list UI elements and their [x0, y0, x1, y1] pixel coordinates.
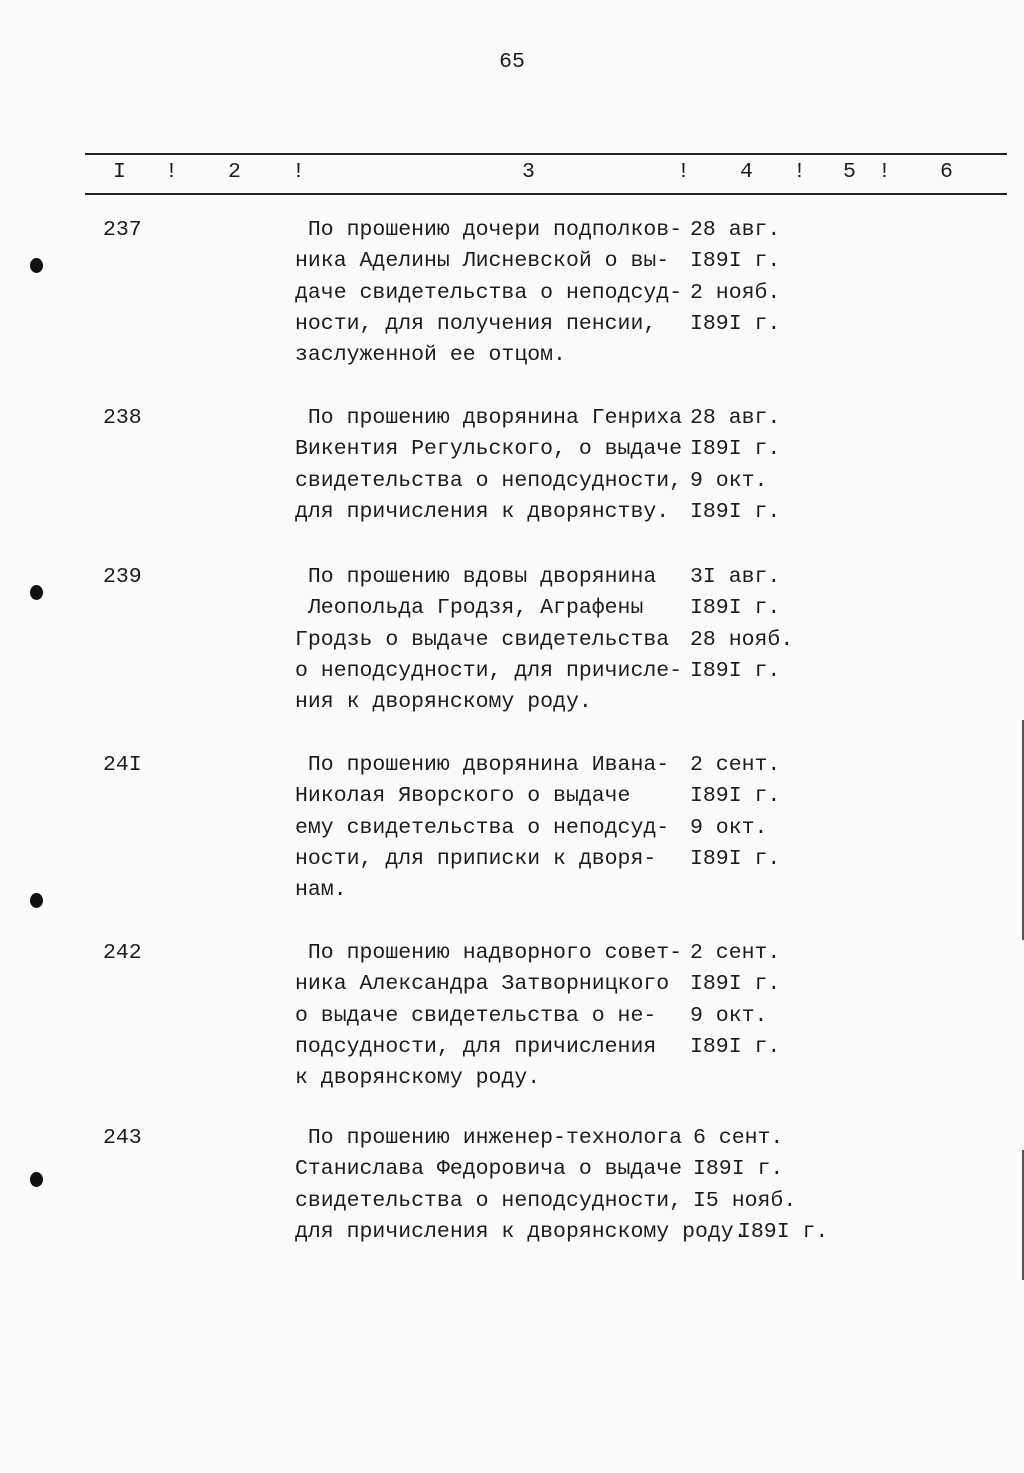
column-header: 3	[522, 160, 535, 184]
description-line: о неподсудности, для причисле-	[295, 658, 683, 683]
entry-description	[295, 215, 682, 371]
entry-dates	[690, 750, 780, 875]
description-line: По прошению дворянина Генриха	[295, 406, 683, 430]
column-header: 2	[228, 160, 241, 184]
description-line: ности, для приписки к дворя-	[295, 846, 657, 871]
description-line: для причисления к дворянскому роду.	[295, 1219, 747, 1244]
entry-dates	[690, 215, 780, 340]
description-line: ности, для получения пенсии,	[295, 311, 657, 336]
description-line: заслуженной ее отцом.	[295, 343, 566, 368]
column-separator: !	[878, 160, 891, 184]
date-line: I89I г.	[690, 596, 781, 621]
date-line: I89I г.	[690, 1034, 781, 1059]
date-line: I89I г.	[690, 846, 781, 871]
description-line: свидетельства о неподсудности,	[295, 468, 683, 493]
column-header: 4	[740, 160, 753, 184]
description-line: По прошению вдовы дворянина	[295, 565, 657, 589]
date-line: I5 нояб.	[693, 1188, 797, 1213]
entry-dates	[690, 562, 793, 687]
description-line: Викентия Регульского, о выдаче	[295, 437, 683, 462]
entry-description	[295, 1123, 747, 1248]
date-line: I89I г.	[690, 499, 781, 524]
date-line: 3I авг.	[690, 565, 781, 589]
column-separator: !	[677, 160, 690, 184]
header-top-rule	[85, 153, 1007, 155]
entry-dates	[690, 403, 780, 528]
binding-hole	[30, 585, 43, 600]
date-line: I89I г.	[690, 972, 781, 997]
entry-number: 243	[103, 1126, 142, 1150]
description-line: ника Аделины Лисневской о вы-	[295, 249, 670, 274]
description-line: По прошению дворянина Ивана-	[295, 753, 670, 777]
date-line: I89I г.	[738, 1219, 829, 1244]
column-separator: !	[292, 160, 305, 184]
description-line: По прошению надворного совет-	[295, 941, 683, 965]
date-line: I89I г.	[690, 784, 781, 809]
entry-number: 239	[103, 565, 142, 589]
column-separator: !	[165, 160, 178, 184]
entry-number: 24I	[103, 753, 142, 777]
description-line: По прошению инженер-технолога	[295, 1126, 683, 1150]
date-line: 9 окт.	[690, 815, 768, 840]
description-line: ния к дворянскому роду.	[295, 690, 592, 715]
entry-number: 238	[103, 406, 142, 430]
binding-hole	[30, 258, 43, 273]
date-line: 2 сент.	[690, 753, 781, 777]
column-header: 6	[940, 160, 953, 184]
date-line: 9 окт.	[690, 468, 768, 493]
description-line: Гродзь о выдаче свидетельства	[295, 627, 670, 652]
date-line: I89I г.	[690, 437, 781, 462]
date-line: 6 сент.	[693, 1126, 784, 1150]
entry-description	[295, 403, 682, 528]
date-line: 2 сент.	[690, 941, 781, 965]
description-line: ника Александра Затворницкого	[295, 972, 670, 997]
description-line: Станислава Федоровича о выдаче	[295, 1157, 683, 1182]
description-line: ему свидетельства о неподсуд-	[295, 815, 670, 840]
entry-number: 242	[103, 941, 142, 965]
description-line: нам.	[295, 878, 347, 903]
binding-hole	[30, 893, 43, 908]
date-line: 28 авг.	[690, 406, 781, 430]
column-header: 5	[843, 160, 856, 184]
description-line: Николая Яворского о выдаче	[295, 784, 631, 809]
date-line: 28 авг.	[690, 218, 781, 242]
description-line: для причисления к дворянству.	[295, 499, 670, 524]
entry-description	[295, 750, 669, 906]
date-line: 28 нояб.	[690, 627, 794, 652]
description-line: о выдаче свидетельства о не-	[295, 1003, 657, 1028]
description-line: По прошению дочери подполков-	[295, 218, 683, 242]
date-line: 2 нояб.	[690, 280, 781, 305]
entry-dates	[693, 1123, 828, 1248]
page-number: 65	[499, 50, 525, 74]
description-line: подсудности, для причисления	[295, 1034, 657, 1059]
date-line: 9 окт.	[690, 1003, 768, 1028]
date-line: I89I г.	[693, 1157, 784, 1182]
description-line: свидетельства о неподсудности,	[295, 1188, 683, 1213]
date-line: I89I г.	[690, 658, 781, 683]
entry-description	[295, 562, 682, 718]
entry-dates	[690, 938, 780, 1063]
entry-description	[295, 938, 682, 1094]
description-line: к дворянскому роду.	[295, 1066, 541, 1091]
date-line: I89I г.	[690, 311, 781, 336]
column-separator: !	[793, 160, 806, 184]
date-line: I89I г.	[690, 249, 781, 274]
header-bottom-rule	[85, 193, 1007, 195]
column-header: I	[113, 160, 126, 184]
entry-number: 237	[103, 218, 142, 242]
binding-hole	[30, 1172, 43, 1187]
description-line: даче свидетельства о неподсуд-	[295, 280, 683, 305]
description-line: Леопольда Гродзя, Аграфены	[295, 596, 644, 621]
